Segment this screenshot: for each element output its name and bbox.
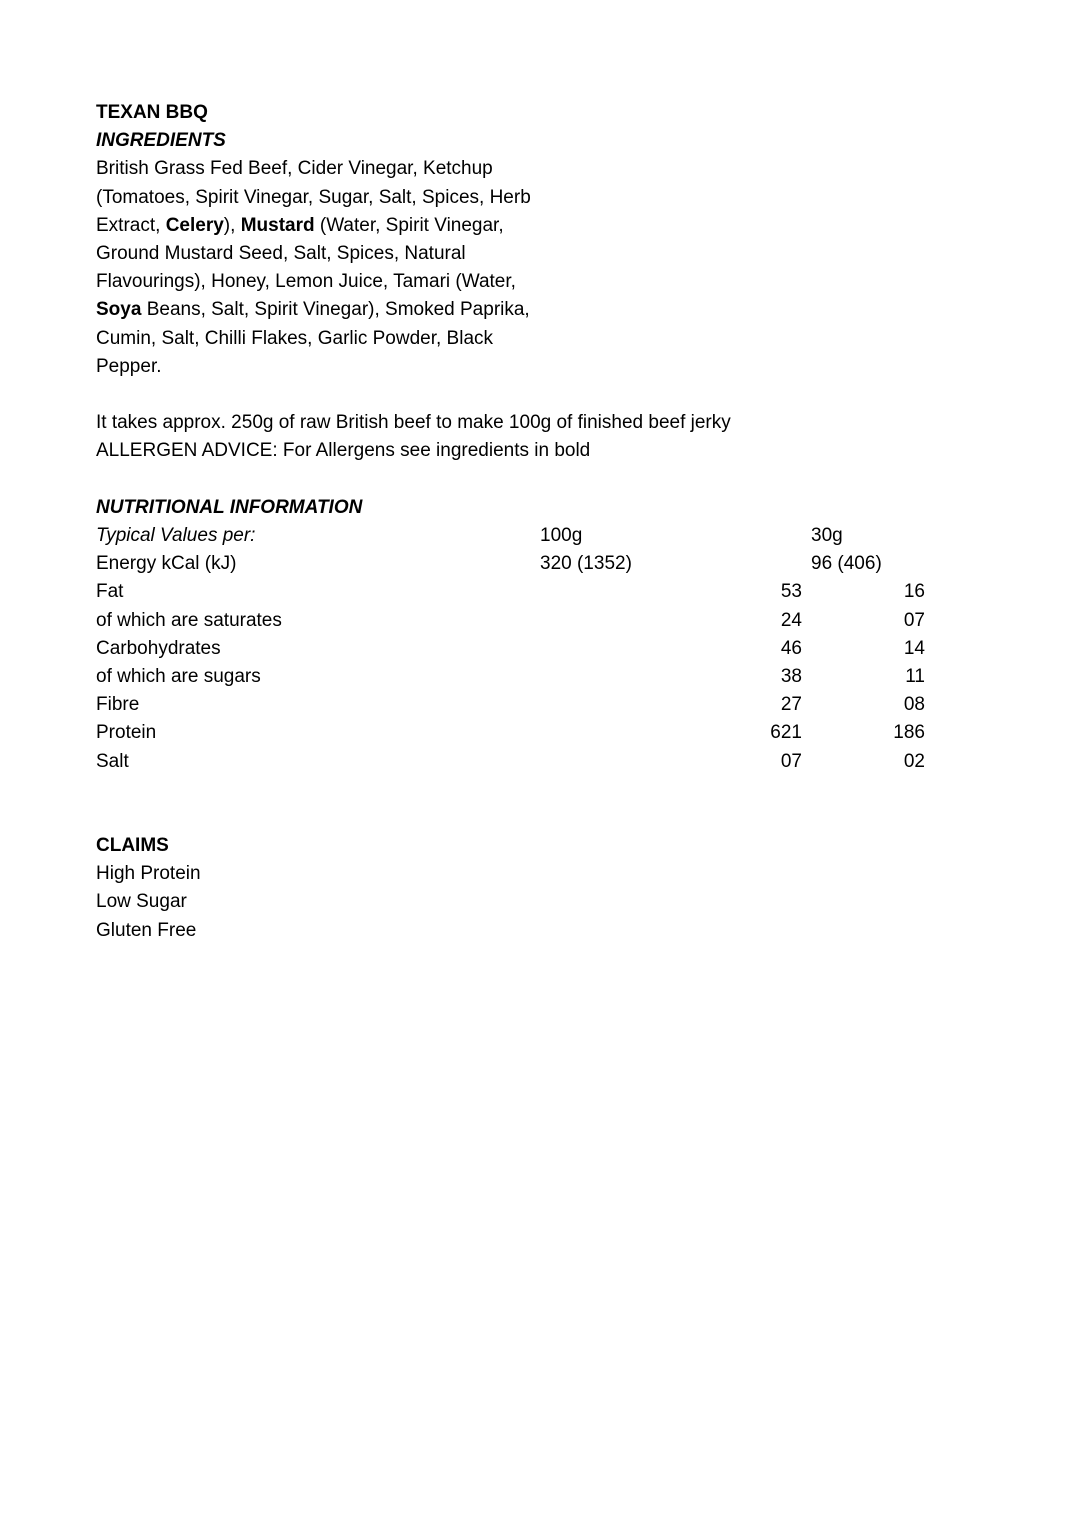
nutrient-100g-value: 24 — [780, 609, 802, 631]
nutrition-energy-row — [96, 550, 996, 578]
column-30g-header: 30g — [811, 525, 843, 547]
nutrition-row — [96, 663, 996, 691]
nutrient-30g-value: 08 — [903, 694, 925, 716]
nutrient-label: of which are saturates — [96, 609, 282, 631]
nutrient-30g-value: 16 — [903, 581, 925, 603]
energy-30g-value: 96 (406) — [811, 553, 882, 575]
nutrition-heading: NUTRITIONAL INFORMATION — [96, 496, 363, 518]
nutrient-100g-value: 621 — [770, 722, 802, 744]
beef-ratio-note: It takes approx. 250g of raw British beef to make 100g of finished beef jerky — [96, 412, 731, 434]
nutrient-100g-value: 53 — [780, 581, 802, 603]
ingredients-heading: INGREDIENTS — [96, 130, 226, 152]
nutrient-100g-value: 46 — [780, 637, 802, 659]
document-page — [96, 99, 996, 945]
allergen-celery: Celery — [165, 214, 224, 236]
claim-item: Gluten Free — [96, 919, 197, 941]
nutrient-30g-value: 07 — [903, 609, 925, 631]
nutrient-label: Salt — [96, 750, 129, 772]
nutrient-label: Protein — [96, 722, 157, 744]
ingredients-part: Beans, Salt, Spirit Vinegar), Smoked Paprika, Cumin, Salt, Chilli Flakes, Garlic Powder, Black Pepper. — [96, 299, 530, 377]
claim-item: High Protein — [96, 863, 201, 885]
ingredients-part: ), — [223, 214, 241, 236]
claims-heading: CLAIMS — [96, 835, 169, 857]
nutrient-30g-value: 02 — [903, 750, 925, 772]
nutrient-100g-value: 27 — [780, 694, 802, 716]
ingredients-text — [96, 155, 536, 381]
ingredients-part: British Grass Fed Beef, Cider Vinegar, Ketchup (Tomatoes, Spirit Vinegar, Sugar, Salt, Spices, Herb Extract, — [96, 158, 531, 236]
nutrient-label: Carbohydrates — [96, 637, 221, 659]
nutrient-30g-value: 14 — [903, 637, 925, 659]
nutrition-header-row — [96, 522, 996, 550]
claim-item: Low Sugar — [96, 891, 187, 913]
product-title: TEXAN BBQ — [96, 102, 208, 123]
nutrient-100g-value: 38 — [780, 665, 802, 687]
nutrition-row — [96, 691, 996, 719]
column-100g-header: 100g — [540, 525, 583, 547]
nutrition-row — [96, 748, 996, 776]
allergen-advice: ALLERGEN ADVICE: For Allergens see ingredients in bold — [96, 440, 591, 462]
nutrient-30g-value: 11 — [905, 665, 925, 687]
allergen-mustard: Mustard — [240, 214, 315, 236]
nutrient-label: Fat — [96, 581, 124, 603]
nutrition-row — [96, 635, 996, 663]
allergen-soya: Soya — [96, 299, 142, 321]
nutrient-100g-value: 07 — [780, 750, 802, 772]
nutrition-row — [96, 607, 996, 635]
ingredients-part: (Water, Spirit Vinegar, Ground Mustard Seed, Salt, Spices, Natural Flavourings), Honey, Lemon Juice, Tamari (Water, — [96, 214, 516, 293]
energy-label: Energy kCal (kJ) — [96, 553, 237, 575]
energy-100g-value: 320 (1352) — [540, 553, 632, 575]
typical-values-label: Typical Values per: — [96, 525, 256, 547]
nutrient-label: Fibre — [96, 694, 140, 716]
nutrient-30g-value: 186 — [893, 722, 925, 744]
nutrient-label: of which are sugars — [96, 665, 261, 687]
nutrition-row — [96, 578, 996, 606]
nutrition-row — [96, 719, 996, 747]
